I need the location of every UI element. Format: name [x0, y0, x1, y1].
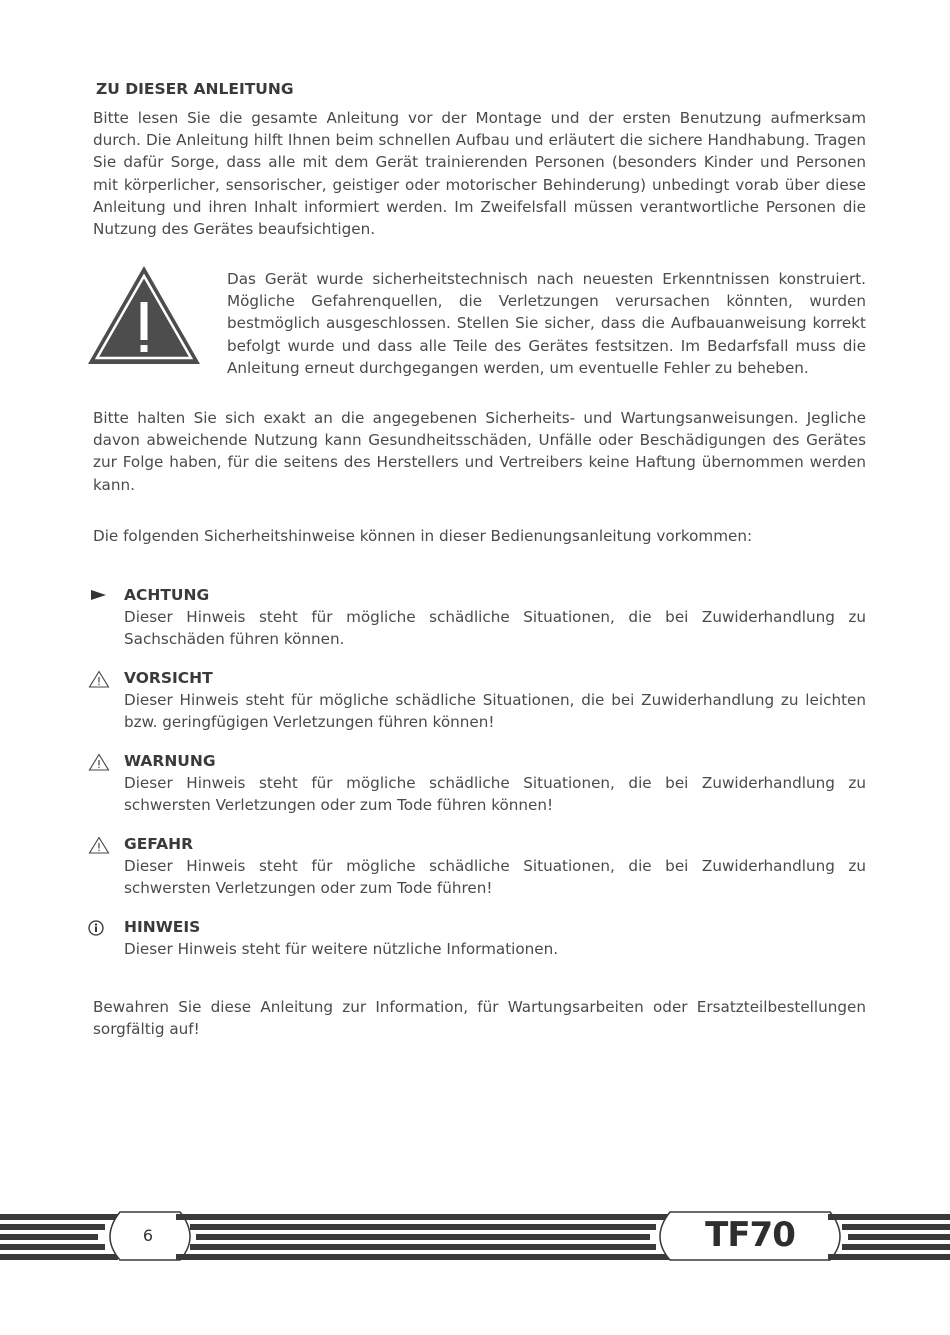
section-heading: ZU DIESER ANLEITUNG: [96, 80, 294, 98]
model-name: TF70: [705, 1215, 795, 1255]
notice-title: WARNUNG: [124, 752, 216, 770]
warning-triangle-icon: [86, 264, 202, 366]
warning-triangle-icon: [88, 670, 110, 688]
info-circle-icon: [88, 919, 110, 937]
notices-intro: Die folgenden Sicherheitshinweise können in dieser Bedienungsanleitung vorkommen:: [93, 527, 753, 545]
notice-title: HINWEIS: [124, 918, 201, 936]
notice-text: Dieser Hinweis steht für mögliche schädliche Situationen, die bei Zuwiderhandlung zu schwersten Verletzungen oder zum Tode führen!: [124, 857, 866, 898]
warning-triangle-icon: [88, 836, 110, 854]
warning-triangle-icon: [88, 753, 110, 771]
notice-text: Dieser Hinweis steht für mögliche schädliche Situationen, die bei Zuwiderhandlung zu schwersten Verletzungen oder zum Tode führen können!: [124, 774, 866, 815]
intro-paragraph: Bitte lesen Sie die gesamte Anleitung vor der Montage und der ersten Benutzung aufmerksam durch. Die Anleitung hilft Ihnen beim schnellen Aufbau und erläutert die sichere Handhabung. Tragen Sie dafür Sorge, dass alle mit dem Gerät trainierenden Personen (besonders Kinder und Personen mit körperlicher, sensorischer, geistiger oder motorischer Behinderung) unbedingt vorab über diese Anleitung und ihren Inhalt informiert werden. Im Zweifelsfall müssen verantwortliche Personen die Nutzung des Gerätes beaufsichtigen.: [93, 109, 866, 239]
arrow-flag-icon: [88, 587, 110, 605]
notice-title: GEFAHR: [124, 835, 194, 853]
notice-text: Dieser Hinweis steht für mögliche schädliche Situationen, die bei Zuwiderhandlung zu Sachschäden führen können.: [124, 608, 866, 649]
warning-paragraph: Das Gerät wurde sicherheitstechnisch nach neuesten Erkenntnissen konstruiert. Mögliche Gefahrenquellen, die Verletzungen verursachen könnten, wurden bestmöglich ausgeschlossen. Stellen Sie sicher, dass die Aufbauanweisung korrekt befolgt wurde und dass alle Teile des Gerätes festsitzen. Im Bedarfsfall muss die Anleitung erneut durchgegangen werden, um eventuelle Fehler zu beheben.: [227, 270, 866, 377]
notice-title: ACHTUNG: [124, 586, 210, 604]
page-number: 6: [142, 1226, 154, 1245]
instructions-paragraph: Bitte halten Sie sich exakt an die angegebenen Sicherheits- und Wartungsanweisungen. Jegliche davon abweichende Nutzung kann Gesundheitsschäden, Unfälle oder Beschädigungen des Gerätes zur Folge haben, für die seitens des Herstellers und Vertreibers keine Haftung übernommen werden kann.: [93, 409, 866, 494]
notice-title: VORSICHT: [124, 669, 213, 687]
notice-text: Dieser Hinweis steht für mögliche schädliche Situationen, die bei Zuwiderhandlung zu leichten bzw. geringfügigen Verletzungen führen können!: [124, 691, 866, 732]
closing-paragraph: Bewahren Sie diese Anleitung zur Information, für Wartungsarbeiten oder Ersatzteilbestellungen sorgfältig auf!: [93, 998, 866, 1039]
notice-text: Dieser Hinweis steht für weitere nützliche Informationen.: [124, 940, 559, 958]
